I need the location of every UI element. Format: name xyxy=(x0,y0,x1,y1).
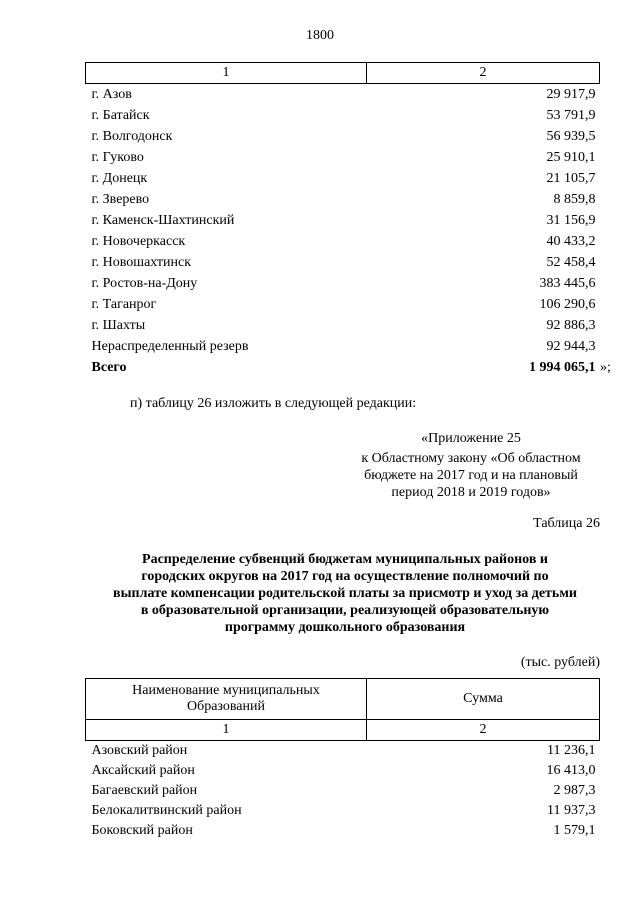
table-row xyxy=(86,294,600,315)
table-row xyxy=(86,105,600,126)
column-numbers-row xyxy=(86,720,600,741)
row-name: Азовский район xyxy=(91,743,188,758)
appendix-line: бюджете на 2017 год и на плановый xyxy=(364,468,578,483)
row-name: Багаевский район xyxy=(91,783,198,798)
heading-line: городских округов на 2017 год на осуществление полномочий по xyxy=(141,569,549,584)
cities-subvention-table xyxy=(85,62,600,378)
column-number-1: 1 xyxy=(86,63,367,84)
header-sum-cell: Сумма xyxy=(367,679,600,720)
table-row xyxy=(86,252,600,273)
table-row xyxy=(86,147,600,168)
total-value: 1 994 065,1 xyxy=(529,360,596,375)
header-name-cell xyxy=(86,679,367,720)
row-value: 16 413,0 xyxy=(546,763,596,778)
table-header-row xyxy=(86,679,600,720)
appendix-line: к Областному закону «Об областном xyxy=(361,451,581,466)
table-row xyxy=(86,210,600,231)
table-row xyxy=(86,168,600,189)
row-value: 8 859,8 xyxy=(553,192,596,207)
row-value: 25 910,1 xyxy=(546,150,596,165)
column-number-1: 1 xyxy=(86,720,367,741)
appendix-line: период 2018 и 2019 годов» xyxy=(391,485,551,500)
row-value: 106 290,6 xyxy=(539,297,596,312)
table-row xyxy=(86,821,600,841)
row-name: г. Новочеркасск xyxy=(91,234,186,249)
heading-line: в образовательной организации, реализующей образовательную xyxy=(140,603,550,618)
table-row xyxy=(86,336,600,357)
column-number-2: 2 xyxy=(367,63,600,84)
row-name: г. Волгодонск xyxy=(91,129,173,144)
row-name: г. Ростов-на-Дону xyxy=(91,276,198,291)
heading-line: Распределение субвенций бюджетам муниципальных районов и xyxy=(142,552,548,567)
row-name: г. Шахты xyxy=(91,318,146,333)
table-row xyxy=(86,315,600,336)
row-value: 383 445,6 xyxy=(539,276,596,291)
row-value: 11 236,1 xyxy=(547,743,596,758)
table-row xyxy=(86,273,600,294)
total-label: Всего xyxy=(91,360,127,375)
row-value: 11 937,3 xyxy=(547,803,596,818)
closing-quote: »; xyxy=(600,360,611,375)
table-row xyxy=(86,84,600,106)
row-name: Нераспределенный резерв xyxy=(91,339,249,354)
table-row xyxy=(86,801,600,821)
districts-subvention-table xyxy=(85,678,600,841)
row-name: Белокалитвинский район xyxy=(91,803,242,818)
row-value: 92 944,3 xyxy=(546,339,596,354)
row-name: г. Зверево xyxy=(91,192,150,207)
row-value: 92 886,3 xyxy=(546,318,596,333)
units-label: (тыс. рублей) xyxy=(520,655,600,670)
appendix-reference xyxy=(330,430,612,501)
table-row xyxy=(86,741,600,762)
row-value: 2 987,3 xyxy=(553,783,596,798)
row-name: г. Гуково xyxy=(91,150,144,165)
table-number: Таблица 26 xyxy=(533,516,600,531)
row-name: Боковский район xyxy=(91,823,193,838)
heading-line: программу дошкольного образования xyxy=(224,620,466,635)
total-row xyxy=(86,357,600,378)
row-name: г. Каменск-Шахтинский xyxy=(91,213,235,228)
row-value: 56 939,5 xyxy=(546,129,596,144)
row-value: 29 917,9 xyxy=(546,87,596,102)
table-header-row xyxy=(86,63,600,84)
table-row xyxy=(86,189,600,210)
row-name: г. Таганрог xyxy=(91,297,157,312)
page-number: 1800 xyxy=(306,28,334,43)
row-name: г. Новошахтинск xyxy=(91,255,192,270)
column-number-2: 2 xyxy=(367,720,600,741)
row-value: 1 579,1 xyxy=(553,823,596,838)
appendix-title: «Приложение 25 xyxy=(421,431,521,446)
row-value: 40 433,2 xyxy=(546,234,596,249)
header-name-line: Образований xyxy=(186,699,265,714)
row-name: Аксайский район xyxy=(91,763,195,778)
row-value: 53 791,9 xyxy=(546,108,596,123)
row-name: г. Азов xyxy=(91,87,132,102)
heading-line: выплате компенсации родительской платы за присмотр и уход за детьми xyxy=(113,586,577,601)
row-name: г. Донецк xyxy=(91,171,148,186)
row-value: 21 105,7 xyxy=(546,171,596,186)
row-value: 31 156,9 xyxy=(546,213,596,228)
header-name-line: Наименование муниципальных xyxy=(132,683,320,698)
table-row xyxy=(86,761,600,781)
table-heading xyxy=(90,551,600,636)
table-row xyxy=(86,126,600,147)
table-row xyxy=(86,781,600,801)
table-row xyxy=(86,231,600,252)
row-name: г. Батайск xyxy=(91,108,150,123)
row-value: 52 458,4 xyxy=(546,255,596,270)
amendment-paragraph: п) таблицу 26 изложить в следующей редакции: xyxy=(130,396,417,411)
